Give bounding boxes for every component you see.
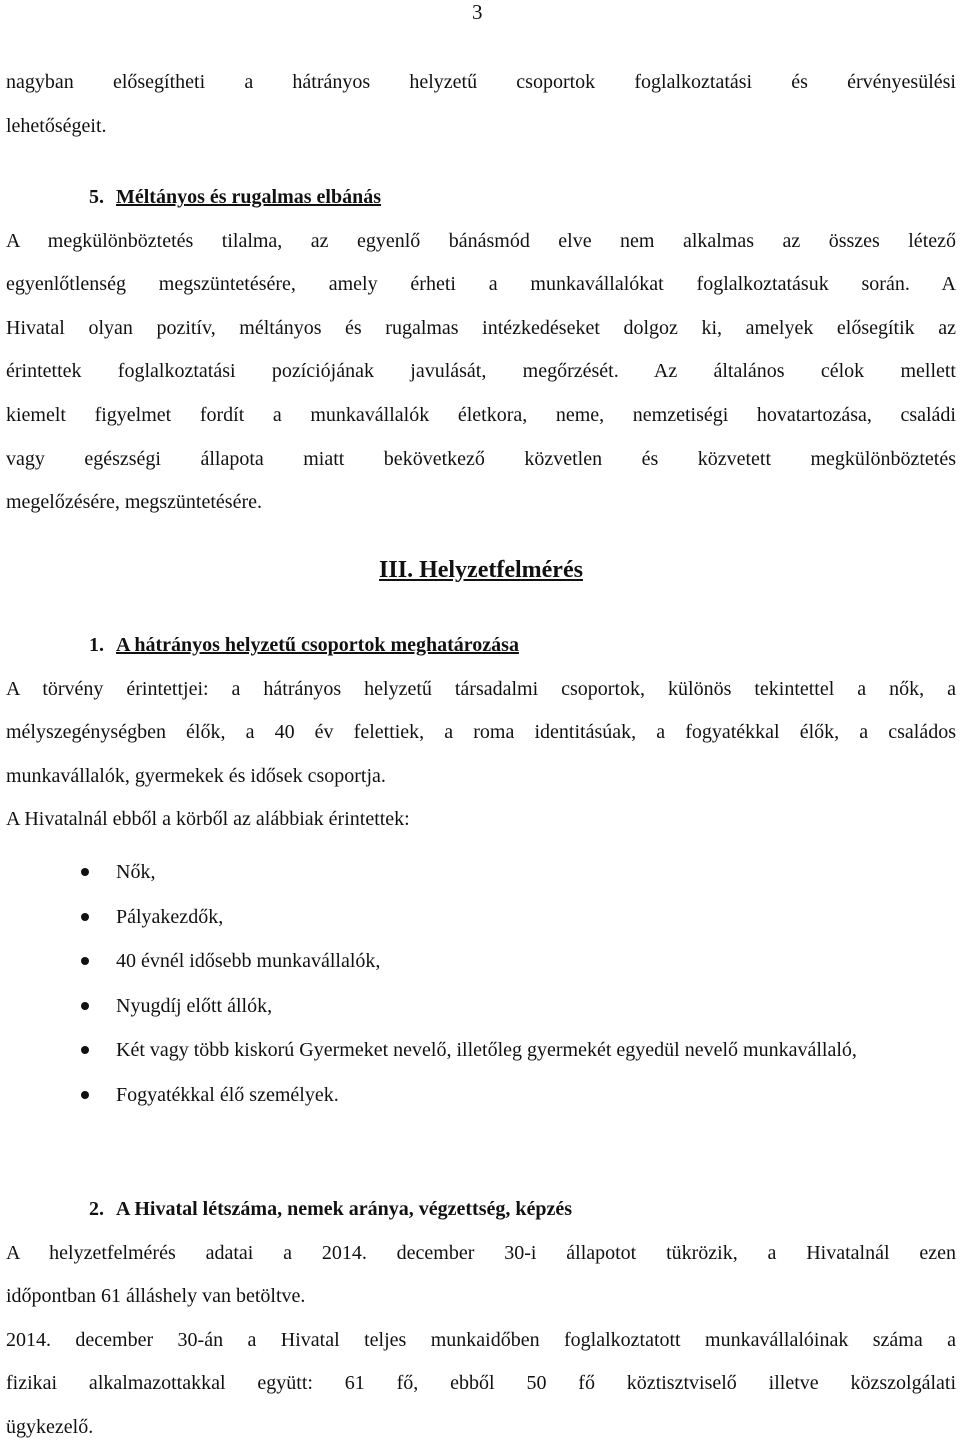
bullet-icon xyxy=(6,895,116,940)
section-2-title: A Hivatal létszáma, nemek aránya, végzettség, képzés xyxy=(116,1198,573,1220)
chapter-heading xyxy=(6,548,956,592)
list-item xyxy=(6,850,956,895)
section-5-line: érintettek foglalkoztatási pozíciójának javulását, megőrzését. Az általános célok mellett xyxy=(6,360,956,383)
section-1-title: A hátrányos helyzetű csoportok meghatározása xyxy=(116,634,519,656)
section-5-line: vagy egészségi állapota miatt bekövetkező közvetlen és közvetett megkülönböztetés xyxy=(6,447,956,470)
list-item xyxy=(6,1073,956,1118)
section-2-last-line: ügykezelő. xyxy=(6,1415,94,1438)
section-1-line-4: A Hivatalnál ebből a körből az alábbiak érintettek: xyxy=(6,808,410,831)
intro-paragraph xyxy=(6,61,956,148)
bullet-icon xyxy=(6,850,116,895)
section-5-line: kiemelt figyelmet fordít a munkavállalók életkora, neme, nemzetiségi hovatartozása, családi xyxy=(6,403,956,426)
section-2-number: 2. xyxy=(89,1198,104,1220)
intro-line-2: lehetőségeit. xyxy=(6,114,107,137)
bullet-icon xyxy=(6,984,116,1029)
section-5-title: Méltányos és rugalmas elbánás xyxy=(116,186,381,208)
section-5-line: Hivatal olyan pozitív, méltányos és rugalmas intézkedéseket dolgoz ki, amelyek elősegítik az xyxy=(6,316,956,339)
section-5-number: 5. xyxy=(89,186,104,208)
section-2-line: 2014. december 30-án a Hivatal teljes munkaidőben foglalkoztatott munkavállalóinak száma a xyxy=(6,1328,956,1351)
section-5 xyxy=(6,176,956,525)
section-1-line: mélyszegénységben élők, a 40 év felettiek, a roma identitásúak, a fogyatékkal élők, a családos xyxy=(6,721,956,744)
list-item xyxy=(6,939,956,984)
list-item xyxy=(6,1028,956,1073)
list-item-text: Pályakezdők, xyxy=(116,905,224,928)
chapter-title: III. Helyzetfelmérés xyxy=(379,557,583,583)
list-item-text: Nők, xyxy=(116,861,156,883)
list-item-text: Nyugdíj előtt állók, xyxy=(116,994,273,1017)
affected-groups-list xyxy=(6,850,956,1118)
bullet-icon xyxy=(6,939,116,984)
section-5-line: A megkülönböztetés tilalma, az egyenlő bánásmód elve nem alkalmas az összes létező xyxy=(6,229,956,252)
section-1-heading xyxy=(6,624,956,668)
list-item-text: Fogyatékkal élő személyek. xyxy=(116,1083,339,1106)
page-number: 3 xyxy=(472,0,483,24)
section-5-heading xyxy=(6,176,956,220)
section-2-line: A helyzetfelmérés adatai a 2014. december 30-i állapotot tükrözik, a Hivatalnál ezen xyxy=(6,1241,956,1264)
section-2-line: fizikai alkalmazottakkal együtt: 61 fő, ebből 50 fő köztisztviselő illetve közszolgálati xyxy=(6,1372,956,1395)
section-2-line-2: időpontban 61 álláshely van betöltve. xyxy=(6,1285,306,1308)
section-2-heading xyxy=(6,1188,956,1232)
bullet-icon xyxy=(6,1073,116,1118)
section-5-last-line: megelőzésére, megszüntetésére. xyxy=(6,491,262,514)
section-2 xyxy=(6,1188,956,1450)
bullet-icon xyxy=(6,1028,116,1073)
section-1 xyxy=(6,624,956,842)
intro-line-1: nagyban elősegítheti a hátrányos helyzetű csoportok foglalkoztatási és érvényesülési xyxy=(6,71,956,93)
list-item-text: Két vagy több kiskorú Gyermeket nevelő, illetőleg gyermekét egyedül nevelő munkavállaló, xyxy=(116,1039,857,1062)
list-item xyxy=(6,984,956,1029)
section-1-line-3: munkavállalók, gyermekek és idősek csoportja. xyxy=(6,764,386,787)
section-1-number: 1. xyxy=(89,634,104,656)
section-5-line: egyenlőtlenség megszüntetésére, amely érheti a munkavállalókat foglalkoztatásuk során. A xyxy=(6,273,956,296)
list-item xyxy=(6,895,956,940)
list-item-text: 40 évnél idősebb munkavállalók, xyxy=(116,950,381,973)
section-1-line: A törvény érintettjei: a hátrányos helyzetű társadalmi csoportok, különös tekintettel a nők, a xyxy=(6,677,956,700)
